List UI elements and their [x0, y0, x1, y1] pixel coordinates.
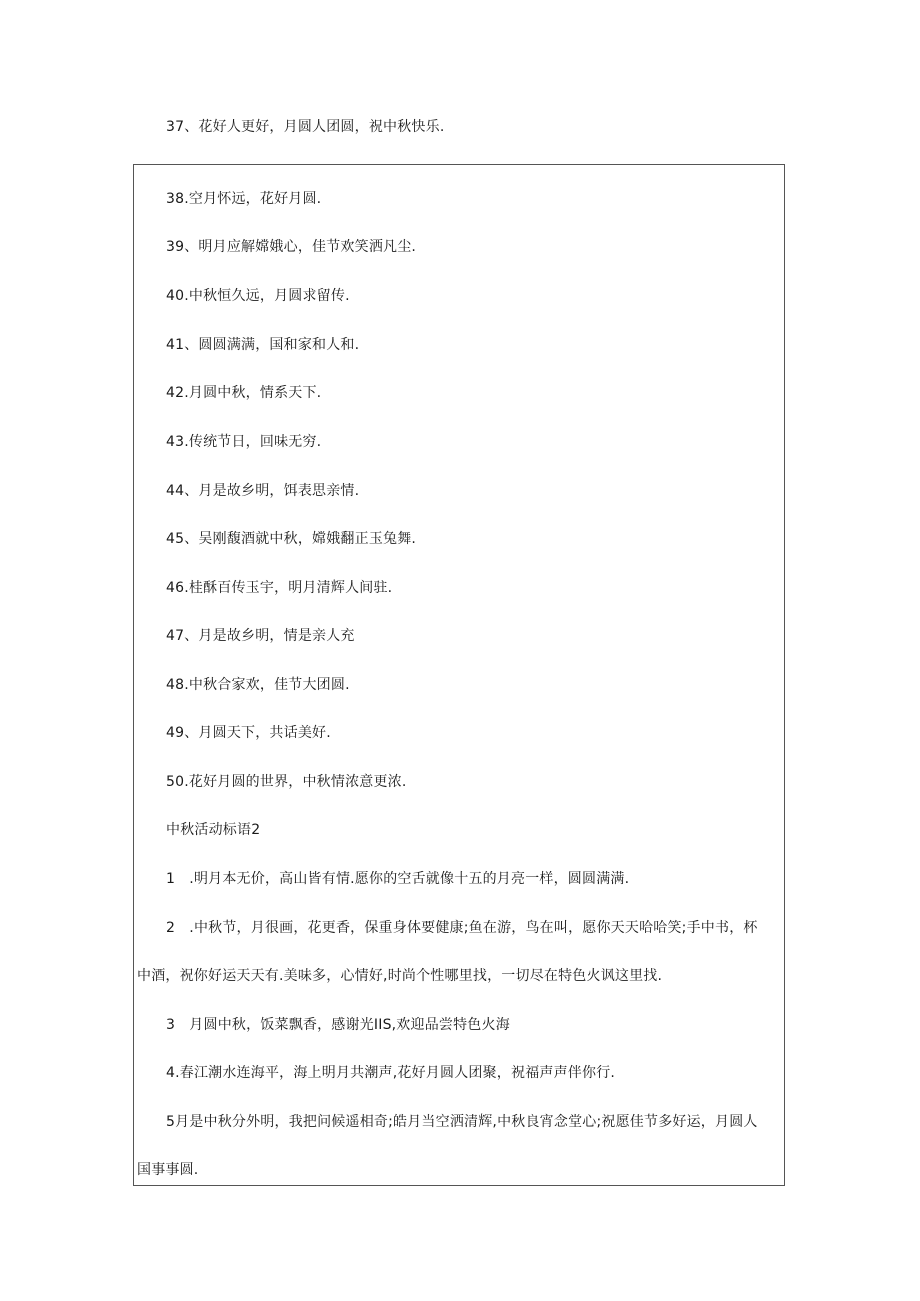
activity-slogan-1: 1 .明月本无价，高山皆有情.愿你的空舌就像十五的月亮一样，圆圆满满.: [166, 871, 630, 887]
slogan-37: 37、花好人更好，月圆人团圆，祝中秋快乐.: [166, 119, 445, 135]
slogan-43: 43.传统节日，回味无穷.: [166, 434, 322, 450]
activity-slogan-5: 5月是中秋分外明，我把问候遥相奇;皓月当空洒清辉,中秋良宵念堂心;祝愿佳节多好运，月圆人: [166, 1114, 758, 1130]
activity-slogan-4: 4.春江潮水连海平，海上明月共潮声,花好月圆人团聚，祝福声声伴你行.: [166, 1065, 616, 1081]
activity-slogan-2-continued: 中酒，祝你好运天天有.美味多，心情好,时尚个性哪里找，一切尽在特色火讽这里找.: [137, 968, 663, 984]
slogan-38: 38.空月怀远，花好月圆.: [166, 191, 322, 207]
activity-slogan-3: 3 月圆中秋，饭菜飘香，感谢光IIS,欢迎品尝特色火海: [166, 1017, 510, 1033]
slogan-39: 39、明月应解嫦娥心，佳节欢笑洒凡尘.: [166, 239, 417, 255]
slogan-48: 48.中秋合家欢，佳节大团圆.: [166, 677, 350, 693]
activity-slogan-5-continued: 国事事圆.: [137, 1162, 199, 1178]
slogan-41: 41、圆圆满满，国和家和人和.: [166, 337, 360, 353]
slogan-40: 40.中秋恒久远，月圆求留传.: [166, 288, 350, 304]
slogan-42: 42.月圆中秋，情系天下.: [166, 385, 322, 401]
slogan-50: 50.花好月圆的世界，中秋情浓意更浓.: [166, 774, 407, 790]
activity-slogan-2: 2 .中秋节，月很画，花更香，保重身体要健康;鱼在游，鸟在叫，愿你天天哈哈笑;手中书，杯: [166, 920, 758, 936]
slogan-49: 49、月圆天下，共话美好.: [166, 725, 331, 741]
slogan-47: 47、月是故乡明，情是亲人充: [166, 628, 355, 644]
slogan-44: 44、月是故乡明，饵表思亲情.: [166, 483, 360, 499]
section-heading: 中秋活动标语2: [166, 822, 261, 838]
slogan-45: 45、吴刚馥酒就中秋，嫦娥翻正玉兔舞.: [166, 531, 417, 547]
slogan-46: 46.桂酥百传玉宇，明月清辉人间驻.: [166, 580, 393, 596]
